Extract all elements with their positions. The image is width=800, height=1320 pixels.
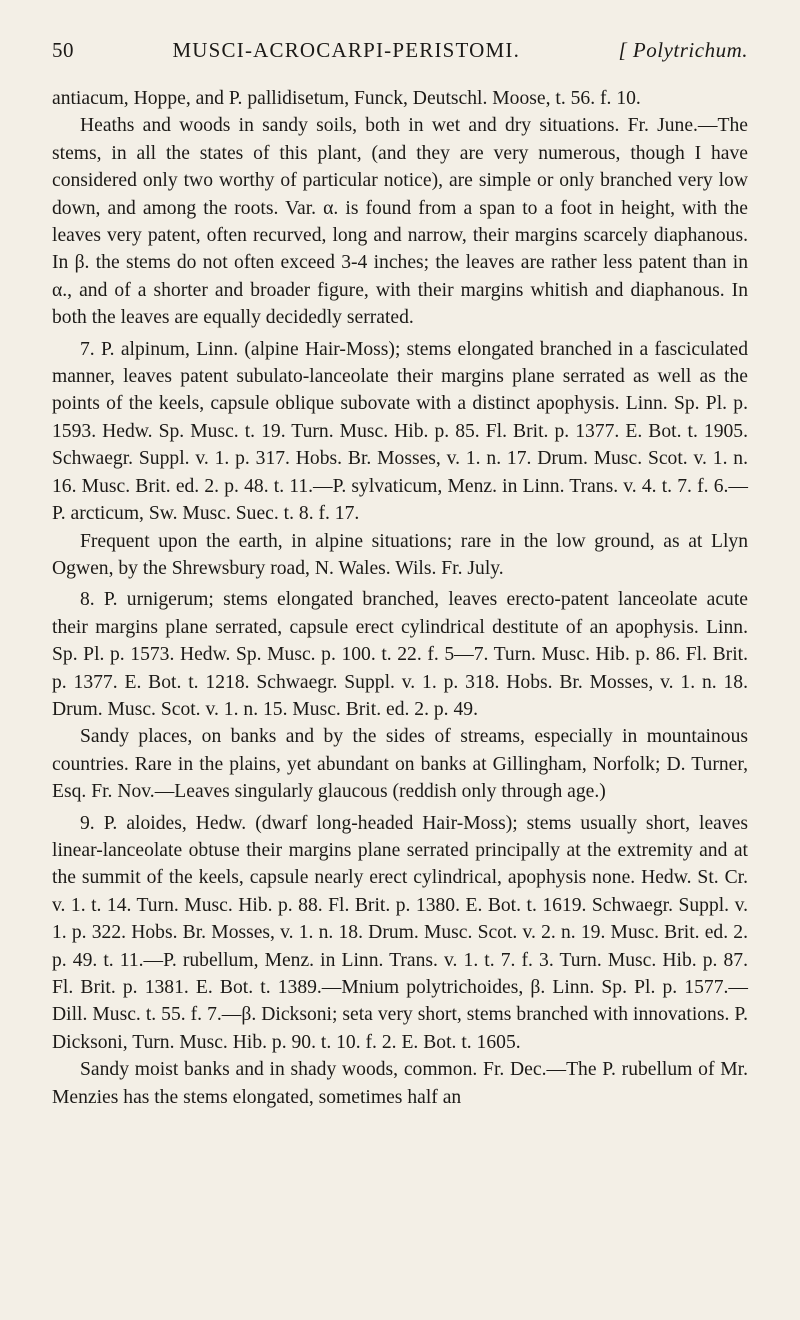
species-entry-9: 9. P. aloides, Hedw. (dwarf long-headed Hair-Moss); stems usually short, leaves linear-lanceolate obtuse their margins plane serrated principally at the extremity and at the summit of the keels, capsule nearly erect cylindrical, apophysis none. Hedw. St. Cr. v. 1. t. 14. Turn. Musc. Hib. p. 88. Fl. Brit. p. 1380. E. Bot. t. 1619. Schwaegr. Suppl. v. 1. p. 322. Hobs. Br. Mosses, v. 1. n. 18. Drum. Musc. Scot. v. 2. n. 19. Musc. Brit. ed. 2. p. 49. t. 11.—P. rubellum, Menz. in Linn. Trans. v. 1. t. 7. f. 3. Turn. Musc. Hib. p. 87. Fl. Brit. p. 1381. E. Bot. t. 1389.—Mnium polytrichoides, β. Linn. Sp. Pl. p. 1577.—Dill. Musc. t. 55. f. 7.—β. Dicksoni; seta very short, stems branched with innovations. P. Dicksoni, Turn. Musc. Hib. p. 90. t. 10. f. 2. E. Bot. t. 1605.: [52, 812, 748, 1053]
species-entry-8: 8. P. urnigerum; stems elongated branched, leaves erecto-patent lanceolate acute their margins plane serrated, capsule erect cylindrical destitute of an apophysis. Linn. Sp. Pl. p. 1573. Hedw. Sp. Musc. p. 100. t. 22. f. 5—7. Turn. Musc. Hib. p. 86. Fl. Brit. p. 1377. E. Bot. t. 1218. Schwaegr. Suppl. v. 1. p. 318. Hobs. Br. Mosses, v. 1. n. 18. Drum. Musc. Scot. v. 1. n. 15. Musc. Brit. ed. 2. p. 49.: [52, 589, 748, 720]
running-title: MUSCI-ACROCARPI-PERISTOMI.: [172, 38, 521, 62]
paragraph-continuation: antiacum, Hoppe, and P. pallidisetum, Funck, Deutschl. Moose, t. 56. f. 10.: [52, 88, 641, 109]
paragraph-habitat: Sandy moist banks and in shady woods, common. Fr. Dec.—The P. rubellum of Mr. Menzies has the stems elongated, sometimes half an: [52, 1059, 748, 1108]
page-number: 50: [52, 38, 74, 62]
section-label: [ Polytrichum.: [618, 38, 748, 62]
species-entry-7: 7. P. alpinum, Linn. (alpine Hair-Moss); stems elongated branched in a fasciculated manner, leaves patent subulato-lanceolate their margins plane serrated as well as the points of the keels, capsule oblique subovate with a distinct apophysis. Linn. Sp. Pl. p. 1593. Hedw. Sp. Musc. t. 19. Turn. Musc. Hib. p. 85. Fl. Brit. p. 1377. E. Bot. t. 1905. Schwaegr. Suppl. v. 1. p. 317. Hobs. Br. Mosses, v. 1. n. 17. Drum. Musc. Scot. v. 1. n. 16. Musc. Brit. ed. 2. p. 48. t. 11.—P. sylvaticum, Menz. in Linn. Trans. v. 4. t. 7. f. 6.—P. arcticum, Sw. Musc. Suec. t. 8. f. 17.: [52, 338, 748, 525]
paragraph-habitat: Heaths and woods in sandy soils, both in wet and dry situations. Fr. June.—The stems, in all the states of this plant, (and they are very numerous, though I have considered only two worthy of particular notice), are simple or only branched very low down, and among the roots. Var. α. is found from a span to a foot in height, with the leaves very patent, often recurved, long and narrow, their margins scarcely diaphanous. In β. the stems do not often exceed 3-4 inches; the leaves are rather less patent than in α., and of a shorter and broader figure, with their margins whitish and diaphanous. In both the leaves are equally decidedly serrated.: [52, 115, 748, 329]
paragraph-habitat: Sandy places, on banks and by the sides of streams, especially in mountainous countries. Rare in the plains, yet abundant on banks at Gillingham, Norfolk; D. Turner, Esq. Fr. Nov.—Leaves singularly glaucous (reddish only through age.): [52, 726, 748, 803]
running-head: [52, 38, 748, 63]
page-body: [52, 85, 748, 1111]
paragraph-habitat: Frequent upon the earth, in alpine situations; rare in the low ground, as at Llyn Ogwen, by the Shrewsbury road, N. Wales. Wils. Fr. July.: [52, 530, 748, 579]
